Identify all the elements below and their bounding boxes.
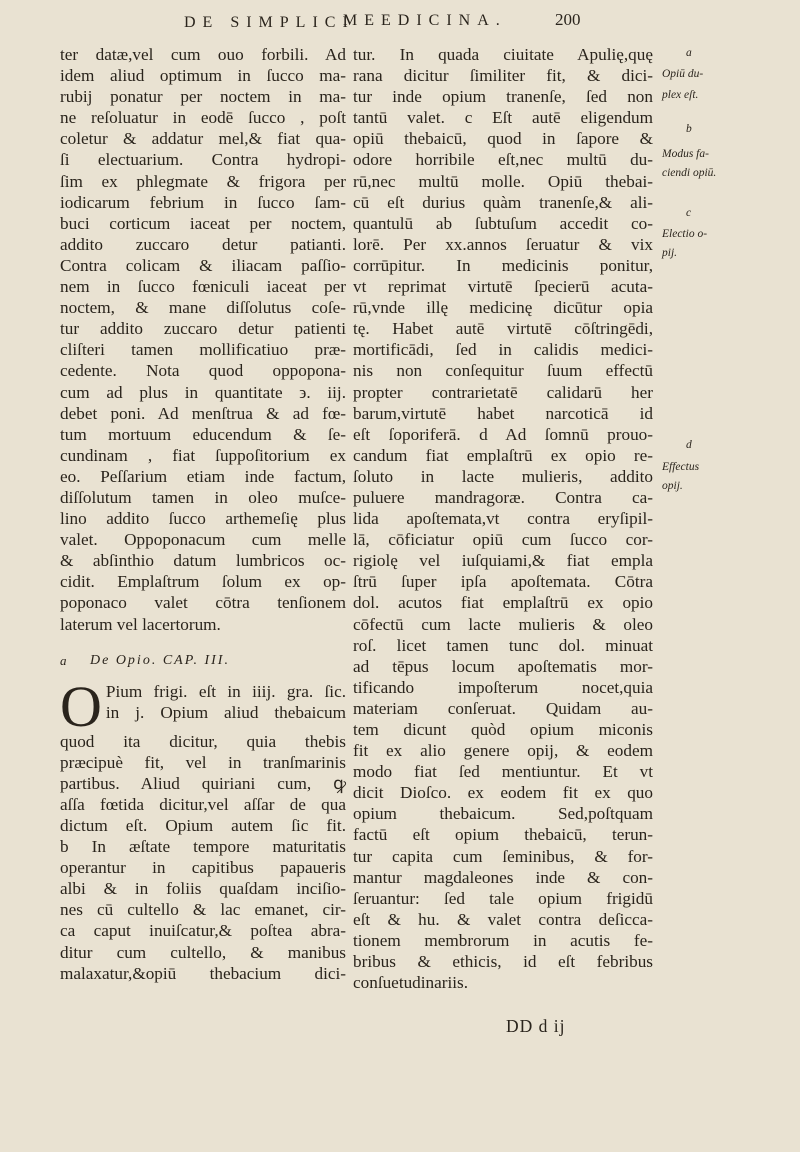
text-line: ſoluto in lacte mulieris, addito (353, 466, 653, 486)
text-line: ne reſoluatur in eodē ſucco , poſt (60, 108, 346, 128)
chapter-opening (60, 673, 346, 739)
text-line: bribus & ethicis, id eſt febribus (353, 952, 653, 972)
text-line: debet poni. Ad menſtrua & ad fœ- (60, 403, 346, 423)
chapter-title: De Opio. CAP. III. (90, 652, 230, 668)
margin-note: b (686, 122, 692, 135)
margin-note: Electio o- (662, 228, 708, 241)
margin-note: a (686, 47, 692, 59)
text-line: lino addito ſucco arthemeſię plus (60, 509, 346, 529)
text-line: candum fiat emplaſtrū ex opio re- (353, 445, 653, 465)
text-line: quod ita dicitur, quia thebis (60, 731, 346, 751)
text-line: Pium frigi. eſt in iiij. gra. ſic. (105, 681, 346, 701)
text-line: & abſinthio datum lumbricos oc- (60, 551, 346, 571)
text-line: ſi electuarium. Contra hydropi- (60, 150, 346, 170)
text-line: rigiolę vel iuſquiami,& fiat empla (353, 551, 653, 571)
text-line: tionem membrorum in acutis fe- (353, 930, 653, 950)
text-line: corrūpitur. In medicinis ponitur, (353, 255, 653, 275)
text-line: mortificādi, ſed in calidis medici- (353, 340, 653, 360)
text-line: puluere mandragoræ. Contra ca- (353, 487, 653, 507)
text-line: vt reprimat virtutē ſpecierū acuta- (353, 277, 653, 297)
text-line: ter datæ,vel cum ouo forbili. Ad (60, 45, 346, 64)
text-line: aſſa fœtida dicitur,vel aſſar de qua (60, 794, 346, 814)
text-line: cum ad plus in quantitate ϶. iij. (60, 382, 346, 402)
text-line: laterum vel lacertorum. (60, 614, 221, 634)
text-line: eſt & hu. & valet contra deſicca- (353, 909, 653, 929)
margin-note: Modus fa- (662, 148, 709, 161)
text-line: operantur in capitibus papaueris (60, 858, 346, 878)
text-line: malaxatur,&opiū thebacium dici- (60, 963, 346, 983)
text-line: dol. acutos fiat emplaſtrū ex opio (353, 593, 653, 613)
left-text-block (60, 44, 346, 635)
text-line: ſeruantur: ſed tale opium frigidū (353, 888, 653, 908)
text-line: ditur cum cultello, & manibus (60, 942, 346, 962)
text-line: rū,vnde illę medicinę dicūtur opia (353, 298, 653, 318)
margin-note: Effectus (662, 460, 700, 473)
margin-note: plex eſt. (662, 89, 699, 102)
text-line: mantur magdaleones inde & con- (353, 867, 653, 887)
text-line: ad tēpus locum apoſtematis mor- (353, 656, 653, 676)
text-line: præcipuè fit, vel in tranſmarinis (60, 752, 346, 772)
text-line: barum,virtutē habet narcoticā id (353, 403, 653, 423)
text-line: opium thebaicum. Sed,poſtquam (353, 804, 653, 824)
margin-note: opij. (662, 479, 683, 492)
text-line: opiū thebaicū, quod in ſapore & (353, 129, 653, 149)
text-line: Contra colicam & iliacam paſſio- (60, 255, 346, 275)
text-line: ſim ex phlegmate & frigora per (60, 171, 346, 191)
text-line: odore horribile eſt,nec multū du- (353, 150, 653, 170)
text-line: iodicarum febrium in ſucco ſam- (60, 192, 346, 212)
text-line: nem in ſucco fœniculi iaceat per (60, 277, 346, 297)
right-column (353, 44, 653, 993)
text-line: roſ. licet tamen tunc dol. minuat (353, 635, 653, 655)
text-line: tem dicunt quòd opium miconis (353, 720, 653, 739)
running-title-right: MEEDICINA. (343, 12, 507, 29)
running-header (0, 6, 800, 30)
text-line: fit ex alio genere opij, & eodem (353, 741, 653, 761)
text-line: albi & in foliis quaſdam inciſio- (60, 879, 346, 899)
text-line: modo fiat ſed mentiuntur. Et vt (353, 762, 653, 782)
signature-mark: DD d ij (506, 1016, 566, 1036)
dropcap-lines (60, 681, 346, 723)
text-line: cidit. Emplaſtrum ſolum ex op- (60, 572, 346, 592)
text-line: cundinam , fiat ſuppoſitorium ex (60, 445, 346, 465)
text-line: addito zuccaro detur patianti. (60, 234, 346, 254)
text-line: coletur & addatur mel,& fiat qua- (60, 129, 346, 149)
text-line: tur addito zuccaro detur patienti (60, 319, 346, 339)
text-line: cliſteri tamen mollificatiuo præ- (60, 340, 346, 360)
left-text-block-after (60, 731, 346, 984)
text-line: eſt ſoporiferā. d Ad ſomnū prouo- (353, 424, 653, 444)
text-line: noctem, & mane diſſolutus coſe- (60, 298, 346, 318)
text-line: tantū valet. c Eſt autē eligendum (353, 108, 653, 128)
text-line: propter contrarietatē calidarū her (353, 382, 653, 402)
text-line: cōfectū cum lacte mulieris & oleo (353, 614, 653, 634)
margin-note: c (686, 207, 692, 220)
text-line: ſtrū ſuper ipſa apoſtemata. Cōtra (353, 572, 653, 592)
text-line: tum mortuum educendum & ſe- (60, 424, 346, 444)
text-line: tificando impoſterum nocet,quia (353, 677, 653, 697)
margin-note: d (686, 439, 692, 452)
text-line: ca caput inuiſcatur,& poſtea abra- (60, 921, 346, 941)
text-line: tę. Habet autē virtutē cōſtringēdi, (353, 319, 653, 339)
text-line: conſuetudinariis. (353, 973, 469, 993)
right-text-block (353, 44, 653, 993)
text-line: cū eſt durius quàm tranenſe,& ali- (353, 192, 653, 212)
text-line: tur. In quada ciuitate Apulię,quę (353, 45, 653, 64)
text-line: rana dicitur ſimiliter fit, & dici- (353, 66, 653, 86)
text-line: poponaco valet cōtra tenſionem (60, 593, 346, 613)
text-line: dictum eſt. Opium autem ſic fit. (60, 816, 346, 835)
text-line: nis non conſequitur ſuum effectū (353, 361, 653, 381)
text-line: factū eſt opium thebaicū, terun- (353, 825, 653, 845)
text-line: valet. Oppoponacum cum melle (60, 530, 346, 550)
text-line: nes cū cultello & lac emanet, cir- (60, 900, 346, 920)
text-line: lida apoſtemata,vt contra eryſipil- (353, 509, 653, 529)
text-line: buci corticum iaceat per noctem, (60, 213, 346, 233)
left-column (60, 44, 346, 984)
text-line: lorē. Per xx.annos ſeruatur & vix (353, 234, 653, 254)
running-title-left: DE SIMPLICI (184, 14, 355, 31)
text-line: lā, cōficiatur opiū cum ſucco cor- (353, 530, 653, 550)
text-line: idem aliud optimum in ſucco ma- (60, 66, 346, 86)
text-line: diſſolutum tamen in oleo muſce- (60, 487, 346, 507)
margin-note: Opiū du- (662, 68, 704, 81)
text-line: materiam conſeruat. Quidam au- (353, 698, 653, 718)
text-line: dicit Dioſco. ex eodem fit ex quo (353, 783, 653, 803)
text-line: tur inde opium tranenſe, ſed non (353, 87, 653, 107)
text-line: eo. Peſſarium etiam inde factum, (60, 466, 346, 486)
margin-note: ciendi opiū. (662, 167, 717, 180)
text-line: rū,nec multū molle. Opiū thebai- (353, 171, 653, 191)
text-line: rubij ponatur per noctem in ma- (60, 87, 346, 107)
text-line: partibus. Aliud quiriani cum, ꝙ (60, 773, 346, 793)
text-line: quantulū ab ſubtuſum accedit co- (353, 213, 653, 233)
chapter-heading (60, 649, 346, 673)
margin-note: pij. (662, 247, 678, 260)
page-number: 200 (555, 10, 581, 29)
drop-cap: O (60, 673, 102, 739)
text-line: cedente. Nota quod oppopona- (60, 361, 346, 381)
text-line: in j. Opium aliud thebaicum (105, 702, 346, 722)
chapter-marker: a (60, 652, 67, 668)
text-line: tur capita cum ſeminibus, & for- (353, 846, 653, 866)
text-line: b In æſtate tempore maturitatis (60, 837, 346, 857)
